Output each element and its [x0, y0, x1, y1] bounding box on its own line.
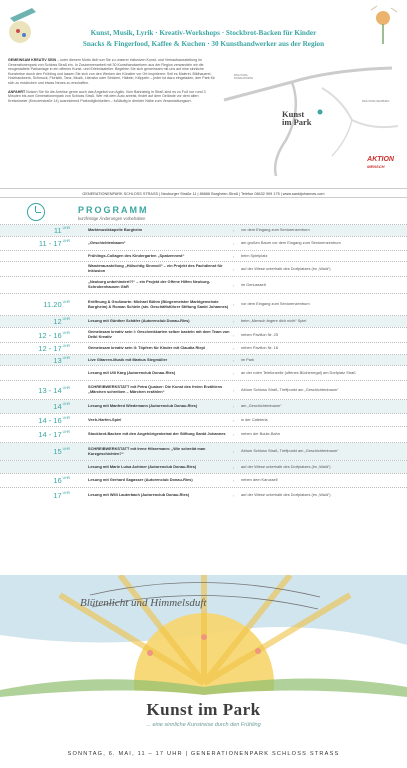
programm-row: [0, 236, 407, 250]
row-event: SCHREIBWERKSTATT mit Irene Hilsermann: „Wie schreibt man Kurzgeschichten?“: [88, 445, 206, 456]
row-event: Eröffnung & Grußworte: Michael Böhm (Bürgermeister Marktgemeinde Burgheim) & Roman Schiele (stv. Geschäftsführer Stiftung Sankt Johannes): [88, 298, 229, 309]
arrow-icon: ›: [233, 357, 235, 363]
row-event: Frühlings-Collagen des Kindergarten „Spatzennest“: [88, 252, 185, 258]
intro-body-1: – unter diesem Motto lädt nun Sie zu unserer inklusiven Kunst- und Verkaufsausstellung im Generationenpark von Schloss Straß ein. In Zusammenarbeit mit 30 Kunsthandwerkern aus der Region verwandeln wir die neugestaltete Parkanlage in ein offenes Kunst- und Erlebnisatelier. Begeben Sie sich gemeinsam mit uns auf eine sinnliche Kunstreise durch den Frühling und lassen Sie sich von den Werken der Künstler vor Ort inspirieren: Seil es Malerei, Bildhauerei, Holzhandwerk, Schmuck, Floristik, Tanz, Musik, Literatur oder Stricken, Häkeln, Klöppeln – jeder ist dazu eingeladen, den Park für sich zu entdecken und etwas Neues zu erschaffen.: [8, 58, 215, 85]
programm-row: [0, 442, 407, 460]
programm-row: [0, 276, 407, 293]
row-time: [0, 239, 74, 248]
arrow-icon: ›: [233, 432, 235, 437]
intro-text: [8, 58, 216, 107]
row-time: [0, 476, 74, 485]
address-bar: GENERATIONENPARK SCHLOSS STRASS | Neuburger Straße 11 | 86666 Burgheim-Straß | Telefon 08432 909 175 | www.sanktjohannes.com: [0, 188, 407, 198]
programm-row: [0, 473, 407, 487]
aktion-logo-sub: MENSCH: [367, 164, 385, 169]
row-time-unit: UHR: [62, 226, 70, 230]
arrow-icon: ›: [233, 387, 235, 393]
row-time-value: 16: [53, 476, 62, 485]
artwork-banner: Blütenlicht und Himmelsduft: [80, 597, 207, 609]
row-time: [0, 252, 74, 261]
programm-row: [0, 413, 407, 426]
intro-paragraph-2: [8, 90, 216, 104]
artwork-title: Kunst im Park: [146, 700, 261, 719]
row-location: beim Spielplatz: [241, 252, 268, 258]
row-event: „Neuburg unbehindert?!“ – ein Projekt der Offene Hilfen Neuburg-Schrobenhausen GbR: [88, 279, 211, 289]
row-event: Lesung mit Gerhard Sagasser (Autorenclub Donau-Ries): [88, 477, 193, 483]
row-event: Gemeinsam kreativ sein I: Geschenkkarten selber basteln mit dem Team von Deibl Kreativ: [88, 329, 230, 339]
programm-row: [0, 315, 407, 327]
row-time-value: 17: [53, 490, 62, 500]
map-title-line-1: Kunst: [282, 109, 305, 119]
artwork: [0, 575, 407, 768]
header-line-2: Snacks & Fingerfood, Kaffee & Kuchen · 30 Kunsthandwerker aus der Region: [82, 40, 325, 48]
row-event: Gemeinsam kreativ sein II: Töpfern für Kinder mit Claudia Riepl: [88, 345, 205, 351]
row-location: neben dem Karussell: [241, 477, 278, 483]
row-time: [0, 369, 74, 378]
row-event: SCHREIBWERKSTATT mit Petra Quaiser: Die Kunst des freien Erzählens „Märchen schreiben – Märchen erzählen“: [88, 384, 223, 394]
row-event: „Geschichtenbaum“: [88, 240, 126, 246]
arrow-icon: ›: [233, 319, 235, 324]
row-location: vor dem Eingang zum Seniorenzentrum: [241, 227, 310, 233]
programm-row: [0, 399, 407, 413]
row-location: vor dem Eingang zum Seniorenzentrum: [241, 301, 310, 307]
arrow-icon: ›: [233, 370, 235, 376]
row-time-value: 14 - 17: [38, 430, 62, 439]
row-time: [0, 300, 74, 309]
programm-title: PROGRAMM: [78, 205, 149, 215]
row-time-unit: UHR: [62, 385, 70, 390]
intro-lead-1: GEMEINSAM KREATIV SEIN: [8, 58, 57, 62]
arrow-icon: ›: [233, 417, 235, 423]
clock-icon: [27, 203, 45, 221]
row-time: [0, 265, 74, 274]
row-time: [0, 226, 74, 235]
row-location: am großen Baum vor dem Eingang zum Seniorenzentrum: [241, 240, 341, 246]
programm-row: [0, 365, 407, 380]
artwork-footer: SONNTAG, 6. MAI, 11 – 17 UHR | GENERATIONENPARK SCHLOSS STRASS: [67, 751, 340, 757]
programm-row: [0, 250, 407, 261]
row-time-value: 14 - 16: [38, 415, 62, 425]
programm-subtitle: kurzfristige Änderungen vorbehalten: [78, 216, 146, 221]
programm-row: [0, 224, 407, 236]
map-label-b: RICHTUNG NEUBURG: [362, 100, 390, 103]
row-event: Lesung mit Marie Luisa Achtner (Autorenclub Donau-Ries): [88, 463, 197, 469]
row-event: Live Gitarren-Musik mit Markus Stegmüller: [88, 356, 168, 362]
row-location: auf der Wiese unterhalb des Dorfplatzes (im „Wald“): [241, 265, 331, 271]
row-time-value: 11.20: [43, 300, 62, 309]
row-location: in der Cafeteria: [241, 416, 268, 422]
row-time: [0, 344, 74, 353]
row-location: Atrium Schloss Straß, Treffpunkt am „Geschichtenbaum“: [241, 448, 339, 454]
aktion-logo-text: AKTION: [367, 156, 394, 163]
row-time-unit: UHR: [62, 330, 70, 335]
row-time-value: 12 - 17: [38, 344, 62, 353]
row-time-value: 11 - 17: [38, 239, 62, 248]
row-location: an der roten Telefonzelle (offenes Bücherregal) am Dorfplatz Straß: [241, 369, 356, 375]
row-time-unit: UHR: [62, 344, 70, 348]
arrow-icon: ›: [233, 266, 235, 272]
programm-row: [0, 354, 407, 365]
location-map: [222, 60, 402, 178]
arrow-icon: ›: [233, 332, 235, 338]
programm-row: [0, 460, 407, 473]
arrow-icon: ›: [233, 449, 235, 454]
header: [0, 0, 407, 56]
row-time-value: 12: [53, 317, 62, 326]
row-time: [0, 430, 74, 439]
row-time: [0, 281, 74, 290]
aktion-mensch-logo: [367, 156, 394, 170]
arrow-icon: ›: [233, 241, 235, 246]
row-time: [0, 402, 74, 411]
artwork-subtitle: ... eine sinnliche Kunstreise durch den Frühling: [146, 722, 261, 728]
row-time: [0, 317, 74, 326]
row-time-value: 13: [53, 355, 62, 365]
programm-row: [0, 380, 407, 399]
arrow-icon: ›: [233, 282, 235, 288]
programm-row: [0, 426, 407, 442]
row-event: Stockbrot-Backen mit den Angehörigenbeirat der Stiftung Sankt Johannes: [88, 431, 226, 437]
arrow-icon: ›: [233, 464, 235, 470]
row-event: Lesung mit Willi Lauterbach (Autorenclub Donau-Ries): [88, 491, 190, 497]
intro-body-2: Nutzen Sie für die Anreise gerne auch das Angebot von Agilis. Vom Bahnsteig in Straß sind es zu Fuß nur rund 3 Minuten bis zum Generationenpark von Schloss Straß. Wer mit dem Auto anreist, findet auf dem Gelände vor dem alten Kreiselweier (Kreuzerstraße 14) ausreichend Parkmöglichkeiten – fußläufig in direkter Nähe zum Veranstaltungsort.: [8, 89, 206, 103]
programm-list: [0, 224, 407, 502]
row-location: Atrium Schloss Straß, Treffpunkt am „Geschichtenbaum“: [241, 386, 339, 392]
arrow-icon: ›: [233, 492, 235, 498]
programm-row: [0, 261, 407, 276]
programm-row: [0, 327, 407, 342]
row-time: [0, 331, 74, 340]
row-time-unit: UHR: [62, 317, 70, 321]
row-time-value: 13 - 14: [38, 385, 62, 395]
row-time-unit: UHR: [62, 490, 70, 495]
row-time-unit: UHR: [62, 300, 70, 304]
row-event: Lesung mit Günther Schäfer (Autorenclub Donau-Ries): [88, 318, 190, 324]
row-event: Wanderausstellung „Hölschtig Sinnvoll“ – ein Projekt des Fachdienst für Inklusion: [88, 263, 223, 273]
row-time: [0, 463, 74, 472]
row-location: neben Pavillon Nr. 25: [241, 331, 278, 337]
row-location: auf der Wiese unterhalb des Dorfplatzes (im „Wald“): [241, 463, 331, 469]
row-location: auf der Wiese unterhalb des Dorfplatzes (im „Wald“): [241, 491, 331, 497]
arrow-icon: ›: [233, 228, 235, 233]
row-location: neben der Boule-Bahn: [241, 431, 280, 437]
row-location: neben Pavillon Nr. 16: [241, 345, 278, 351]
map-title-line-2: im Park: [282, 117, 312, 127]
programm-row: [0, 487, 407, 502]
arrow-icon: ›: [233, 404, 235, 409]
arrow-icon: ›: [233, 302, 235, 307]
row-time-value: 14: [53, 402, 62, 411]
arrow-icon: ›: [233, 478, 235, 483]
intro-lead-2: ANFAHRT: [8, 89, 26, 94]
row-time: [0, 386, 74, 395]
map-label-a: RICHTUNG DONAUWÖRTH: [234, 74, 254, 80]
intro-paragraph-1: [8, 58, 216, 86]
row-time: [0, 491, 74, 500]
row-time-value: 12 - 16: [38, 330, 62, 340]
row-time-unit: UHR: [62, 402, 70, 406]
row-time-unit: UHR: [62, 447, 70, 451]
row-event: Veeh-Harfen-Spiel: [88, 416, 122, 422]
row-location: im Genussseit: [241, 281, 266, 287]
row-location: am „Geschichtenbaum“: [241, 403, 282, 409]
row-time: [0, 447, 74, 456]
programm-row: [0, 342, 407, 354]
arrow-icon: ›: [233, 253, 235, 259]
row-location: im Park: [241, 356, 255, 362]
row-time-unit: UHR: [62, 476, 70, 480]
row-event: Marktmusikkapelle Burgheim: [88, 227, 143, 233]
row-time: [0, 356, 74, 365]
row-time-unit: UHR: [62, 415, 70, 420]
map-title: [282, 110, 312, 126]
row-time: [0, 416, 74, 425]
row-time-value: 11: [53, 226, 62, 235]
row-time-unit: UHR: [62, 430, 70, 434]
programm-row: [0, 293, 407, 315]
row-time-unit: UHR: [62, 239, 70, 243]
row-event: Lesung mit Ulli Karg (Autorenclub Donau-Ries): [88, 369, 176, 375]
row-event: Lesung mit Manfred Wiedemann (Autorenclub Donau-Ries): [88, 403, 198, 409]
row-time-unit: UHR: [62, 355, 70, 360]
row-location: beim „Mensch ärgere dich nicht“ Spiel: [241, 318, 307, 324]
row-time-value: 15: [53, 447, 62, 456]
arrow-icon: ›: [233, 346, 235, 351]
header-line-1: Kunst, Musik, Lyrik · Kreativ-Workshops · Stockbrot-Backen für Kinder: [90, 29, 317, 37]
